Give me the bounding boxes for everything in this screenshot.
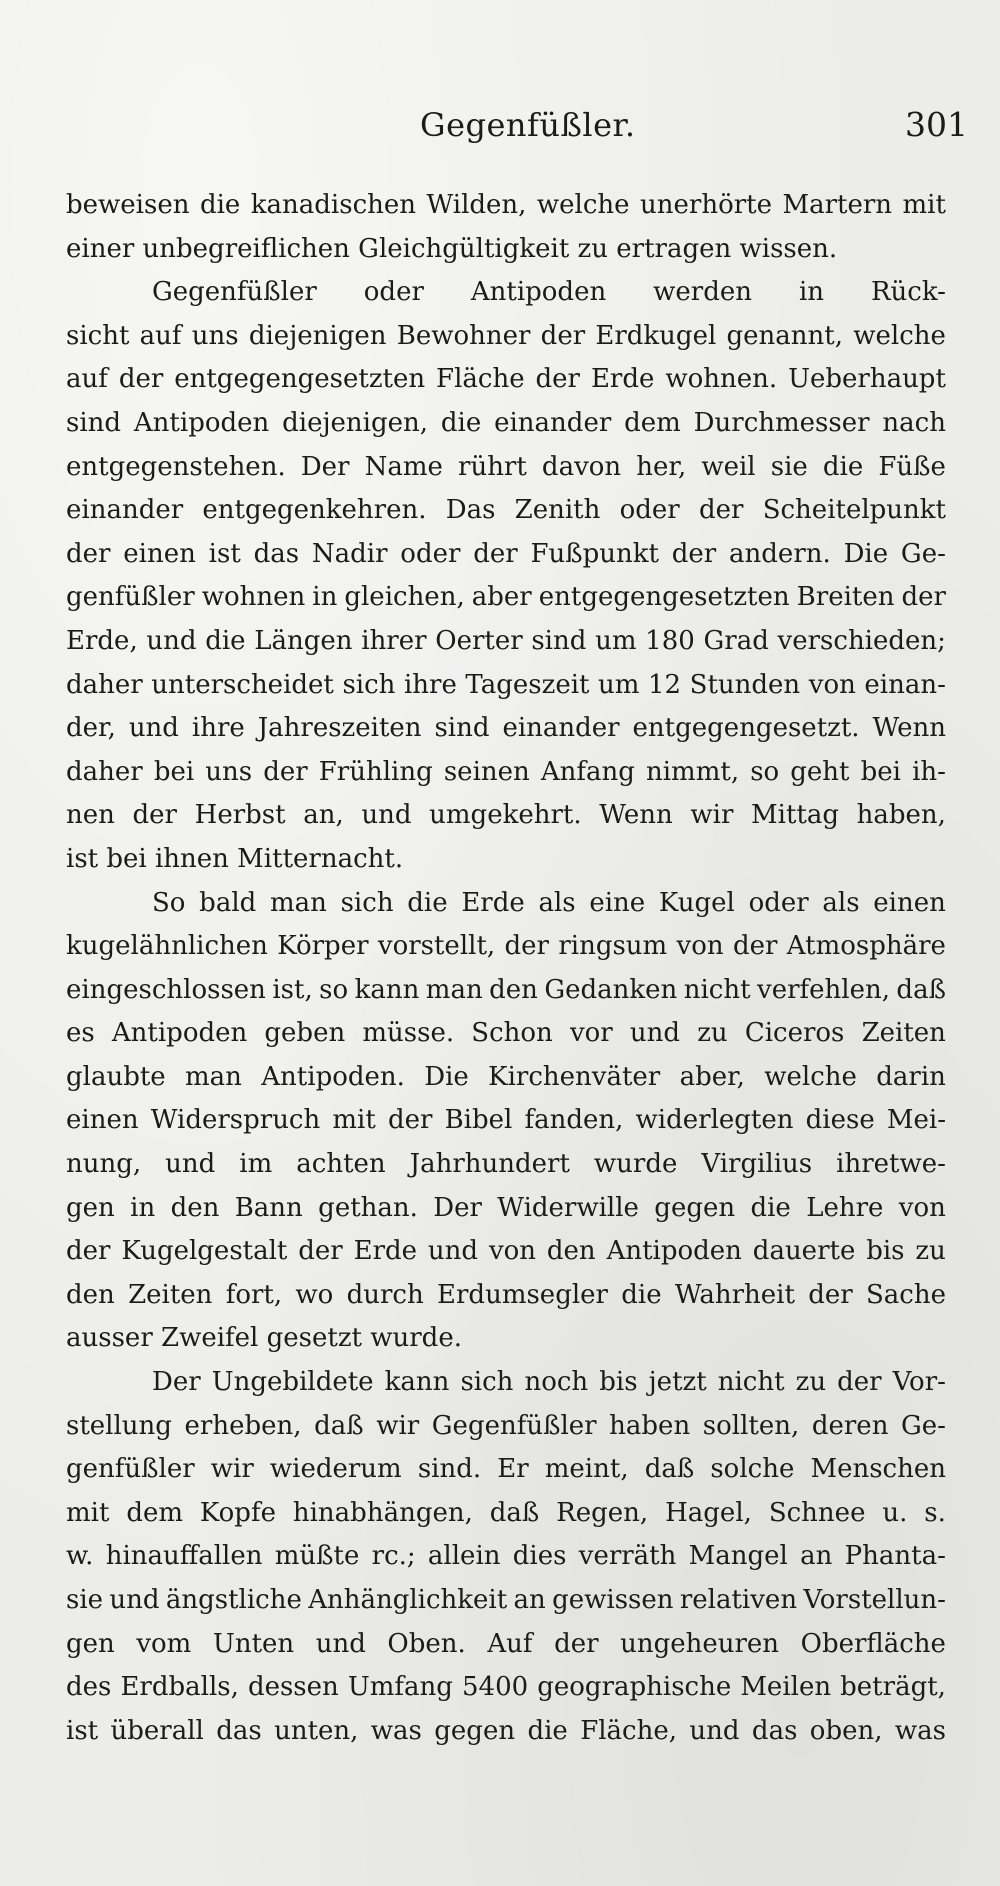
text-line: daher bei uns der Frühling seinen Anfang nimmt, so geht bei ih- <box>66 756 946 787</box>
text-line: nung, und im achten Jahrhundert wurde Virgilius ihretwe- <box>66 1149 946 1180</box>
text-line: daher unterscheidet sich ihre Tageszeit um 12 Stunden von einan- <box>66 669 946 700</box>
text-line: genfüßler wir wiederum sind. Er meint, daß solche Menschen <box>66 1454 946 1485</box>
text-line: eingeschlossen ist, so kann man den Gedanken nicht verfehlen, daß <box>66 974 946 1005</box>
text-line: auf der entgegengesetzten Fläche der Erde wohnen. Ueberhaupt <box>66 364 946 395</box>
text-line: der, und ihre Jahreszeiten sind einander entgegengesetzt. Wenn <box>66 713 946 744</box>
text-line: sicht auf uns diejenigen Bewohner der Erdkugel genannt, welche <box>66 320 946 351</box>
text-line: ist bei ihnen Mitternacht. <box>66 843 404 874</box>
text-line: sie und ängstliche Anhänglichkeit an gewissen relativen Vorstellun- <box>66 1585 946 1615</box>
text-line: einen Widerspruch mit der Bibel fanden, widerlegten diese Mei- <box>66 1105 946 1136</box>
running-title: Gegenfüßler. <box>420 106 636 144</box>
page-header <box>0 100 1000 150</box>
page-number: 301 <box>905 105 968 144</box>
text-line: entgegenstehen. Der Name rührt davon her, weil sie die Füße <box>66 451 946 482</box>
text-line: gen in den Bann gethan. Der Widerwille gegen die Lehre von <box>66 1192 946 1223</box>
text-line: stellung erheben, daß wir Gegenfüßler haben sollten, deren Ge- <box>66 1410 946 1441</box>
text-line: einander entgegenkehren. Das Zenith oder der Scheitelpunkt <box>66 495 946 526</box>
text-line: Erde, und die Längen ihrer Oerter sind um 180 Grad verschieden; <box>66 625 946 656</box>
text-line: der Kugelgestalt der Erde und von den Antipoden dauerte bis zu <box>66 1236 946 1267</box>
text-line: genfüßler wohnen in gleichen, aber entgegengesetzten Breiten der <box>66 582 946 613</box>
text-line: glaubte man Antipoden. Die Kirchenväter aber, welche darin <box>66 1061 946 1092</box>
text-line: So bald man sich die Erde als eine Kugel oder als einen <box>152 887 946 918</box>
text-line: einer unbegreiflichen Gleichgültigkeit zu ertragen wissen. <box>66 233 838 264</box>
text-line: es Antipoden geben müsse. Schon vor und zu Ciceros Zeiten <box>66 1018 946 1049</box>
text-line: Der Ungebildete kann sich noch bis jetzt nicht zu der Vor- <box>152 1367 946 1398</box>
text-line: w. hinauffallen müßte rc.; allein dies verräth Mangel an Phanta- <box>66 1541 946 1572</box>
text-line: beweisen die kanadischen Wilden, welche unerhörte Martern mit <box>66 190 946 220</box>
text-line: des Erdballs, dessen Umfang 5400 geographische Meilen beträgt, <box>66 1672 946 1703</box>
body-text <box>66 184 946 1753</box>
text-line: der einen ist das Nadir oder der Fußpunkt der andern. Die Ge- <box>66 538 946 569</box>
text-line: ist überall das unten, was gegen die Fläche, und das oben, was <box>66 1715 946 1746</box>
text-line: nen der Herbst an, und umgekehrt. Wenn wir Mittag haben, <box>66 800 946 831</box>
text-line: kugelähnlichen Körper vorstellt, der ringsum von der Atmosphäre <box>66 931 946 962</box>
text-line: Gegenfüßler oder Antipoden werden in Rück- <box>152 277 946 308</box>
text-line: den Zeiten fort, wo durch Erdumsegler die Wahrheit der Sache <box>66 1279 946 1310</box>
text-line: sind Antipoden diejenigen, die einander dem Durchmesser nach <box>66 407 946 438</box>
text-line: gen vom Unten und Oben. Auf der ungeheuren Oberfläche <box>66 1628 946 1659</box>
text-line: mit dem Kopfe hinabhängen, daß Regen, Hagel, Schnee u. s. <box>66 1497 946 1528</box>
text-line: ausser Zweifel gesetzt wurde. <box>66 1323 462 1354</box>
